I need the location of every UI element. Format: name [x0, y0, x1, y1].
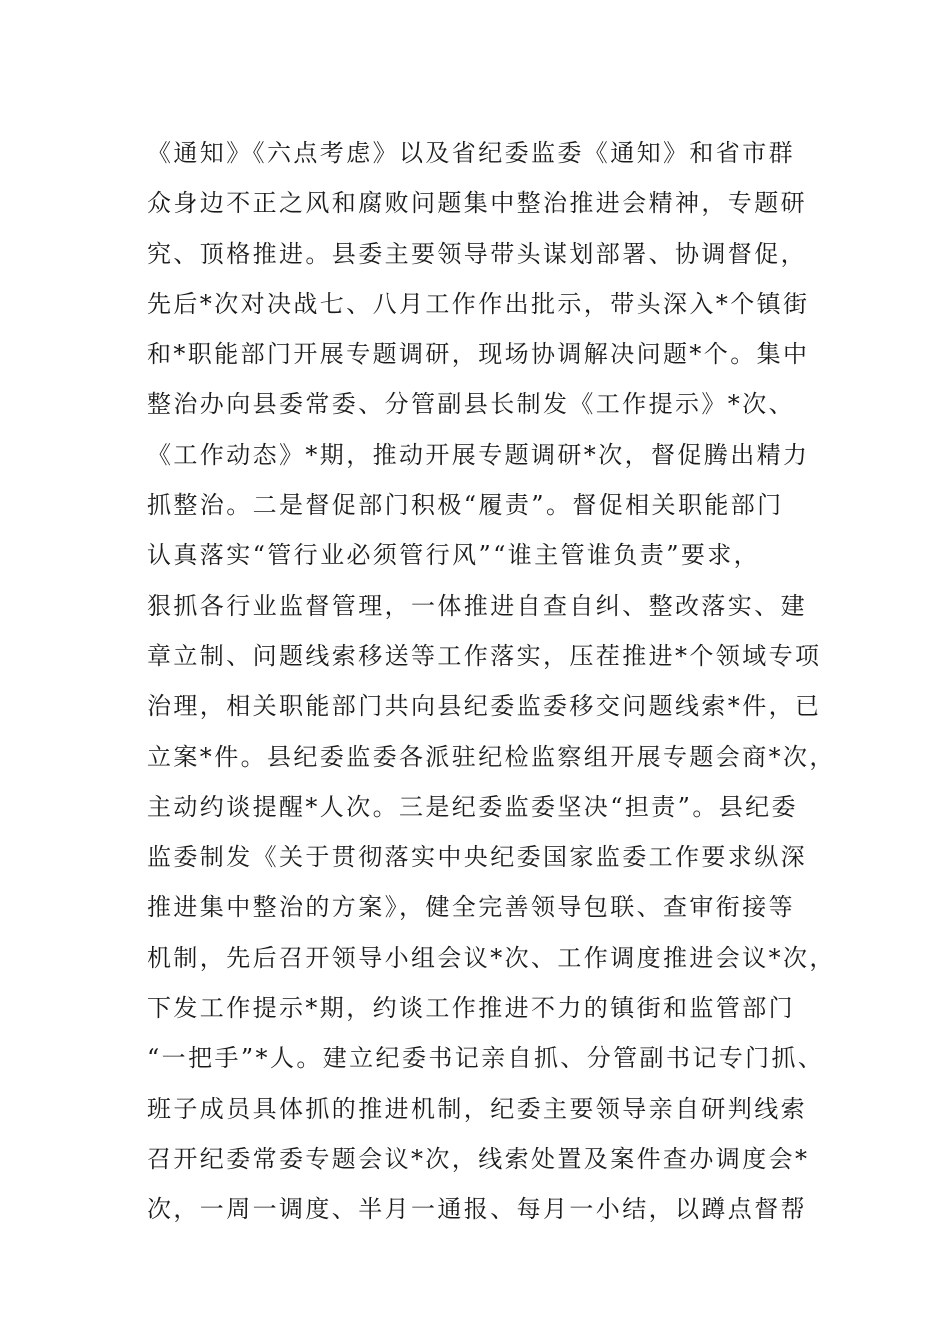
text-line: 《通知》《六点考虑》以及省纪委监委《通知》和省市群	[147, 139, 795, 167]
text-line: 召开纪委常委专题会议*次，线索处置及案件查办调度会*	[147, 1144, 810, 1173]
text-line: 治理，相关职能部门共向县纪委监委移交问题线索*件，已	[147, 692, 822, 721]
text-line: 狠抓各行业监督管理，一体推进自查自纠、整改落实、建	[147, 591, 807, 620]
text-line: 究、顶格推进。县委主要领导带头谋划部署、协调督促，	[147, 239, 807, 268]
text-line: 班子成员具体抓的推进机制，纪委主要领导亲自研判线索	[147, 1094, 807, 1123]
text-line: 立案*件。县纪委监委各派驻纪检监察组开展专题会商*次，	[147, 742, 836, 771]
text-line: 下发工作提示*期，约谈工作推进不力的镇街和监管部门	[147, 994, 795, 1023]
text-line: 主动约谈提醒*人次。三是纪委监委坚决“担责”。县纪委	[147, 792, 798, 821]
text-line: 和*职能部门开展专题调研，现场协调解决问题*个。集中	[147, 340, 810, 369]
text-line: 章立制、问题线索移送等工作落实，压茬推进*个领域专项	[147, 641, 822, 670]
text-line: 认真落实“管行业必须管行风”“谁主管谁负责”要求，	[147, 541, 761, 570]
text-line: 次，一周一调度、半月一通报、每月一小结，以蹲点督帮	[147, 1195, 807, 1224]
text-line: 抓整治。二是督促部门积极“履责”。督促相关职能部门	[147, 491, 784, 520]
text-line: 整治办向县委常委、分管副县长制发《工作提示》*次、	[147, 390, 795, 419]
body-text	[147, 128, 847, 1235]
text-line: 众身边不正之风和腐败问题集中整治推进会精神，专题研	[147, 189, 807, 218]
text-line: “一把手”*人。建立纪委书记亲自抓、分管副书记专门抓、	[147, 1044, 825, 1073]
text-line: 《工作动态》*期，推动开展专题调研*次，督促腾出精力	[147, 440, 810, 469]
text-line: 先后*次对决战七、八月工作作出批示，带头深入*个镇街	[147, 289, 810, 318]
text-line: 监委制发《关于贯彻落实中央纪委国家监委工作要求纵深	[147, 843, 807, 872]
text-line: 机制，先后召开领导小组会议*次、工作调度推进会议*次，	[147, 943, 836, 972]
text-line: 推进集中整治的方案》，健全完善领导包联、查审衔接等	[147, 893, 795, 922]
